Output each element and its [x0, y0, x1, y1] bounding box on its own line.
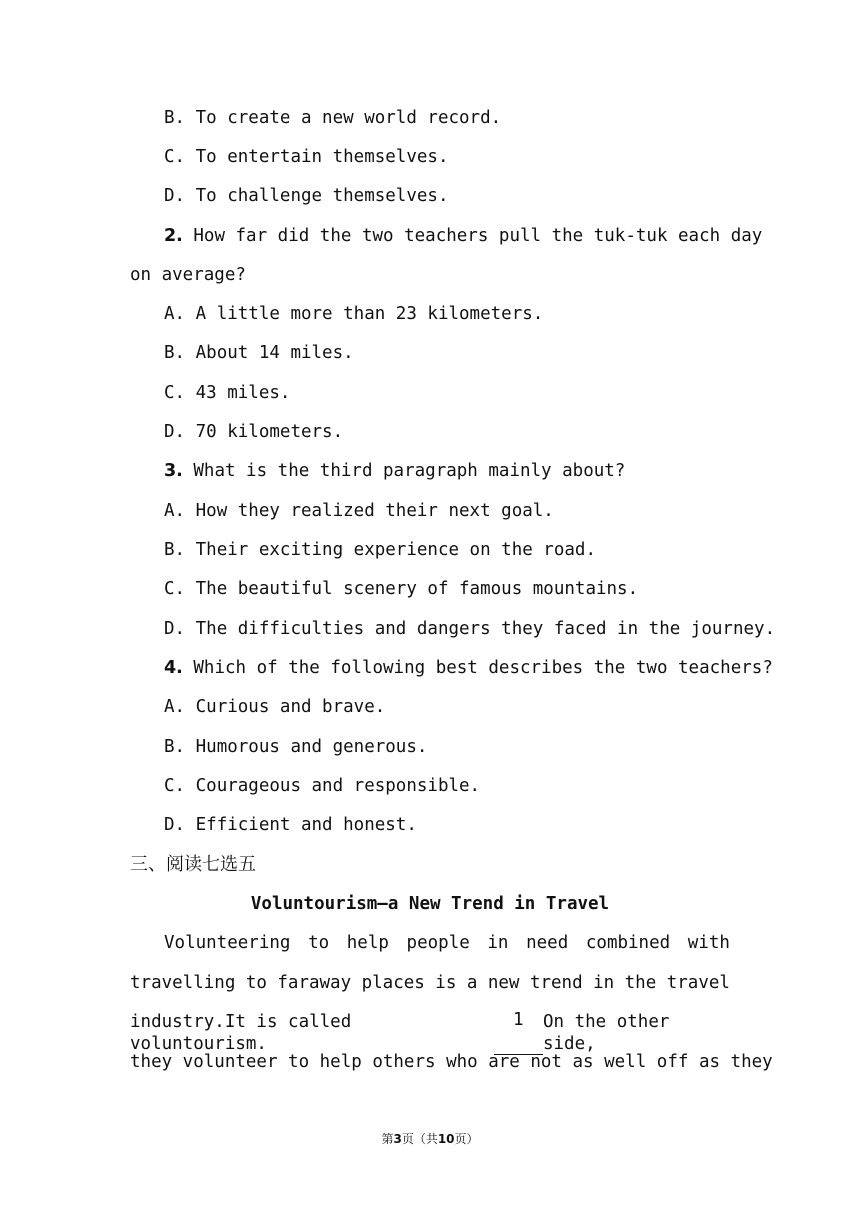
q4-stem: 4. Which of the following best describes the two teachers? [164, 658, 773, 678]
q3-option-d: D. The difficulties and dangers they faced in the journey. [164, 619, 776, 639]
footer-total-pages: 10 [437, 1132, 455, 1146]
section-heading: 三、阅读七选五 [130, 854, 256, 875]
q3-stem: 3. What is the third paragraph mainly about? [164, 461, 626, 481]
passage-line-3: industry.It is called voluntourism. 1 On the other side, [130, 1010, 670, 1054]
q3-option-a: A. How they realized their next goal. [164, 501, 554, 521]
q2-stem: 2. How far did the two teachers pull the tuk-tuk each day [164, 226, 763, 246]
q4-option-b: B. Humorous and generous. [164, 737, 428, 757]
q4-option-c: C. Courageous and responsible. [164, 776, 481, 796]
passage-line-4: they volunteer to help others who are not as well off as they [130, 1052, 773, 1072]
q3-option-c: C. The beautiful scenery of famous mountains. [164, 579, 639, 599]
page-footer: 第3页（共10页） [381, 1132, 479, 1146]
q3-option-b: B. Their exciting experience on the road. [164, 540, 596, 560]
q4-number: 4. [164, 658, 183, 678]
passage-line-2: travelling to faraway places is a new trend in the travel [130, 973, 730, 993]
footer-page-number: 3 [393, 1132, 402, 1146]
q2-option-d: D. 70 kilometers. [164, 422, 344, 442]
answer-blank-1: 1 [494, 1011, 543, 1055]
q1-option-c: C. To entertain themselves. [164, 147, 449, 167]
q1-option-d: D. To challenge themselves. [164, 186, 449, 206]
q2-option-c: C. 43 miles. [164, 383, 291, 403]
q2-option-a: A. A little more than 23 kilometers. [164, 304, 544, 324]
q2-number: 2. [164, 226, 183, 246]
passage-line-1: Volunteering to help people in need combined with [164, 933, 730, 953]
q2-option-b: B. About 14 miles. [164, 343, 354, 363]
q4-option-d: D. Efficient and honest. [164, 815, 417, 835]
q1-option-b: B. To create a new world record. [164, 108, 502, 128]
q2-stem-continued: on average? [130, 265, 246, 285]
passage-title: Voluntourism—a New Trend in Travel [250, 894, 610, 914]
q3-number: 3. [164, 461, 183, 481]
q4-option-a: A. Curious and brave. [164, 697, 386, 717]
